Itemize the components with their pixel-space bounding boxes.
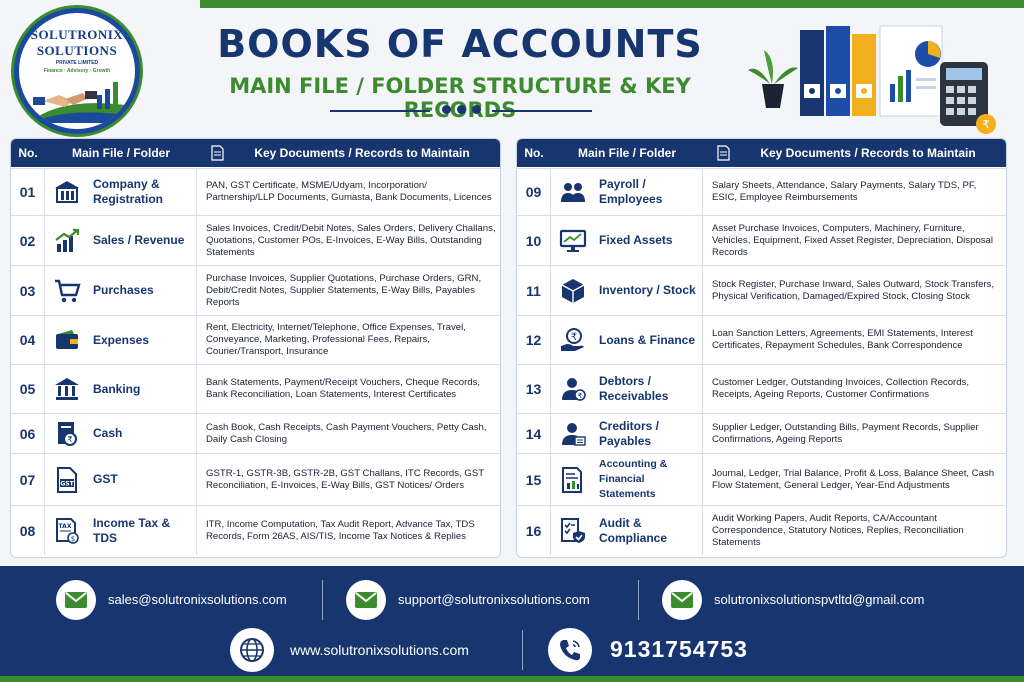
- folder-cell: [45, 454, 197, 505]
- shopping-cart-icon: [53, 277, 81, 305]
- records-table-right: [516, 138, 1007, 558]
- table-row: [517, 453, 1006, 505]
- table-row: [11, 215, 500, 265]
- checklist-shield-icon: [559, 517, 587, 545]
- table-row: [517, 265, 1006, 315]
- footer-divider: [322, 580, 323, 620]
- header: [0, 0, 1024, 132]
- folder-name: GST: [93, 472, 118, 486]
- documents-list: Bank Statements, Payment/Receipt Vouchers, Cheque Records, Bank Reconciliation, Loan Statements, Interest Certificates: [206, 377, 481, 400]
- row-number: 01: [11, 169, 45, 215]
- folder-cell: [45, 316, 197, 364]
- row-number: 07: [11, 454, 45, 505]
- rupee-hand-icon: [559, 326, 587, 354]
- svg-text:GST: GST: [60, 480, 74, 487]
- debtor-person-icon: [559, 375, 587, 403]
- folder-name: Loans & Finance: [599, 332, 696, 347]
- documents-list: PAN, GST Certificate, MSME/Udyam, Incorporation/ Partnership/LLP Documents, Gumasta, Bank Documents, Licences: [206, 180, 492, 203]
- header-no: No.: [18, 146, 38, 160]
- folder-cell: [551, 316, 703, 364]
- bank-icon: [53, 375, 81, 403]
- records-table-left: [10, 138, 501, 558]
- creditor-person-icon: [559, 420, 587, 448]
- box-icon: [559, 277, 587, 305]
- document-icon: [211, 145, 224, 161]
- documents-list: Purchase Invoices, Supplier Quotations, Purchase Orders, GRN, Debit/Credit Notes, Supplier Statements, E-Way Bills, Payables Reports: [206, 272, 482, 308]
- folder-cell: [551, 216, 703, 265]
- folder-cell: [551, 169, 703, 215]
- row-number: 08: [11, 506, 45, 555]
- table-row: [517, 315, 1006, 364]
- header-no: No.: [524, 146, 544, 160]
- email-gmail-link[interactable]: solutronixsolutionspvtltd@gmail.com: [714, 592, 925, 607]
- row-number: 10: [517, 216, 551, 265]
- cash-voucher-icon: [53, 420, 81, 448]
- folder-name: Debtors / Receivables: [599, 374, 669, 403]
- monitor-icon: [559, 227, 587, 255]
- documents-list: GSTR-1, GSTR-3B, GSTR-2B, GST Challans, ITC Records, GST Reconciliation, E-Invoices, E-Way Bills, GST Notices/ Orders: [206, 467, 484, 491]
- divider-left: [330, 110, 430, 112]
- folder-cell: [45, 216, 197, 265]
- row-number: 02: [11, 216, 45, 265]
- website-link[interactable]: www.solutronixsolutions.com: [290, 642, 469, 658]
- table-row: [517, 168, 1006, 215]
- folder-name: Inventory / Stock: [599, 283, 696, 297]
- logo-line-2: SOLUTIONS: [36, 43, 118, 58]
- documents-list: ITR, Income Computation, Tax Audit Report, Advance Tax, TDS Records, Form 26AS, AIS/TIS, Income Tax Notices & Replies: [206, 518, 475, 542]
- folder-cell: [45, 414, 197, 453]
- folder-cell: [551, 454, 703, 505]
- header-folder: Main File / Folder: [577, 146, 676, 160]
- phone-number-link[interactable]: 9131754753: [610, 636, 748, 662]
- table-row: [517, 413, 1006, 453]
- logo-pvt-text: PRIVATE LIMITED: [55, 60, 99, 66]
- mail-icon: [56, 580, 96, 620]
- svg-text:₹: ₹: [67, 434, 73, 444]
- table-row: [517, 215, 1006, 265]
- tax-document-icon: [53, 517, 81, 545]
- table-row: [11, 413, 500, 453]
- documents-list: Stock Register, Purchase Inward, Sales Outward, Stock Transfers, Physical Verification, Damaged/Expired Stock, Closing Stock: [712, 278, 995, 302]
- contact-footer: [0, 566, 1024, 682]
- folder-name: Accounting & Financial Statements: [599, 458, 668, 500]
- table-row: [11, 505, 500, 555]
- phone-icon: [548, 628, 592, 672]
- financial-report-icon: [559, 466, 587, 494]
- folder-name: Company & Registration: [93, 177, 164, 206]
- footer-divider: [638, 580, 639, 620]
- email-sales-link[interactable]: sales@solutronixsolutions.com: [108, 592, 287, 607]
- page-title: BOOKS OF ACCOUNTS: [217, 22, 703, 66]
- logo-tagline: Finance · Advisory · Growth: [43, 68, 111, 74]
- svg-text:TAX: TAX: [58, 522, 72, 530]
- binders-calculator-illustration: [740, 14, 1010, 134]
- table-header: [11, 139, 500, 167]
- row-number: 11: [517, 266, 551, 315]
- table-row: [11, 168, 500, 215]
- folder-cell: [551, 266, 703, 315]
- company-logo: [14, 8, 140, 134]
- mail-icon: [346, 580, 386, 620]
- folder-cell: [45, 365, 197, 413]
- building-icon: [53, 178, 81, 206]
- row-number: 05: [11, 365, 45, 413]
- row-number: 13: [517, 365, 551, 413]
- documents-list: Audit Working Papers, Audit Reports, CA/Accountant Correspondence, Statutory Notices, Replies, Reconciliation Statements: [712, 512, 964, 548]
- globe-icon: [230, 628, 274, 672]
- svg-text:$: $: [70, 534, 76, 543]
- table-row: [517, 364, 1006, 413]
- people-icon: [559, 178, 587, 206]
- documents-list: Rent, Electricity, Internet/Telephone, Office Expenses, Travel, Conveyance, Marketing, Professional Fees, Repairs, Courier/Transport, Insurance: [206, 322, 466, 357]
- row-number: 04: [11, 316, 45, 364]
- folder-name: Creditors / Payables: [599, 418, 660, 448]
- folder-name: Cash: [93, 426, 123, 440]
- folder-cell: [45, 169, 197, 215]
- documents-list: Journal, Ledger, Trial Balance, Profit & Loss, Balance Sheet, Cash Flow Statement, General Ledger, Year-End Adjustments: [712, 467, 995, 491]
- folder-name: Payroll / Employees: [599, 177, 663, 206]
- gst-document-icon: [53, 466, 81, 494]
- folder-name: Expenses: [93, 332, 150, 347]
- svg-text:₹: ₹: [570, 332, 578, 343]
- header-folder: Main File / Folder: [71, 146, 170, 160]
- folder-name: Income Tax & TDS: [93, 515, 171, 545]
- folder-name: Purchases: [93, 283, 154, 297]
- table-row: [11, 265, 500, 315]
- email-support-link[interactable]: support@solutronixsolutions.com: [398, 592, 590, 607]
- table-row: [11, 315, 500, 364]
- documents-list: Salary Sheets, Attendance, Salary Payments, Salary TDS, PF, ESIC, Employee Reimbursements: [712, 180, 977, 203]
- handshake-growth-icon: [29, 77, 125, 123]
- svg-text:₹: ₹: [982, 118, 990, 131]
- folder-cell: [551, 365, 703, 413]
- row-number: 15: [517, 454, 551, 505]
- wallet-icon: [53, 326, 81, 354]
- documents-list: Cash Book, Cash Receipts, Cash Payment Vouchers, Petty Cash, Daily Cash Closing: [206, 421, 487, 445]
- header-docs: Key Documents / Records to Maintain: [760, 146, 976, 160]
- bottom-accent-bar: [0, 676, 1024, 682]
- divider-dots: [440, 105, 484, 115]
- document-icon: [717, 145, 730, 161]
- folder-name: Sales / Revenue: [93, 233, 185, 247]
- table-row: [11, 364, 500, 413]
- documents-list: Customer Ledger, Outstanding Invoices, Collection Records, Receipts, Ageing Reports, Customer Confirmations: [712, 377, 970, 400]
- mail-icon: [662, 580, 702, 620]
- header-docs: Key Documents / Records to Maintain: [254, 146, 470, 160]
- folder-cell: [551, 506, 703, 555]
- documents-list: Asset Purchase Invoices, Computers, Machinery, Furniture, Vehicles, Equipment, Fixed Asset Register, Depreciation, Disposal Records: [712, 222, 994, 258]
- page-subtitle: MAIN FILE / FOLDER STRUCTURE & KEY: [229, 74, 691, 98]
- documents-list: Sales Invoices, Credit/Debit Notes, Sales Orders, Delivery Challans, Quotations, Customer POs, E-Invoices, E-Way Bills, Outstanding Statements: [206, 222, 496, 258]
- row-number: 16: [517, 506, 551, 555]
- divider-right: [492, 110, 592, 112]
- row-number: 09: [517, 169, 551, 215]
- folder-cell: [551, 414, 703, 453]
- row-number: 12: [517, 316, 551, 364]
- row-number: 03: [11, 266, 45, 315]
- folder-name: Audit & Compliance: [599, 515, 668, 545]
- table-row: [517, 505, 1006, 555]
- footer-divider: [522, 630, 523, 670]
- table-row: [11, 453, 500, 505]
- folder-cell: [45, 266, 197, 315]
- logo-line-1: SOLUTRONIX: [30, 27, 124, 42]
- folder-cell: [45, 506, 197, 555]
- svg-text:₹: ₹: [577, 392, 583, 400]
- documents-list: Loan Sanction Letters, Agreements, EMI Statements, Interest Certificates, Repayment Schedules, Bank Correspondence: [712, 328, 973, 351]
- row-number: 06: [11, 414, 45, 453]
- row-number: 14: [517, 414, 551, 453]
- growth-chart-icon: [53, 227, 81, 255]
- table-header: [517, 139, 1006, 167]
- folder-name: Banking: [93, 381, 141, 396]
- folder-name: Fixed Assets: [599, 233, 673, 247]
- documents-list: Supplier Ledger, Outstanding Bills, Payment Records, Supplier Confirmations, Ageing Reports: [712, 421, 979, 445]
